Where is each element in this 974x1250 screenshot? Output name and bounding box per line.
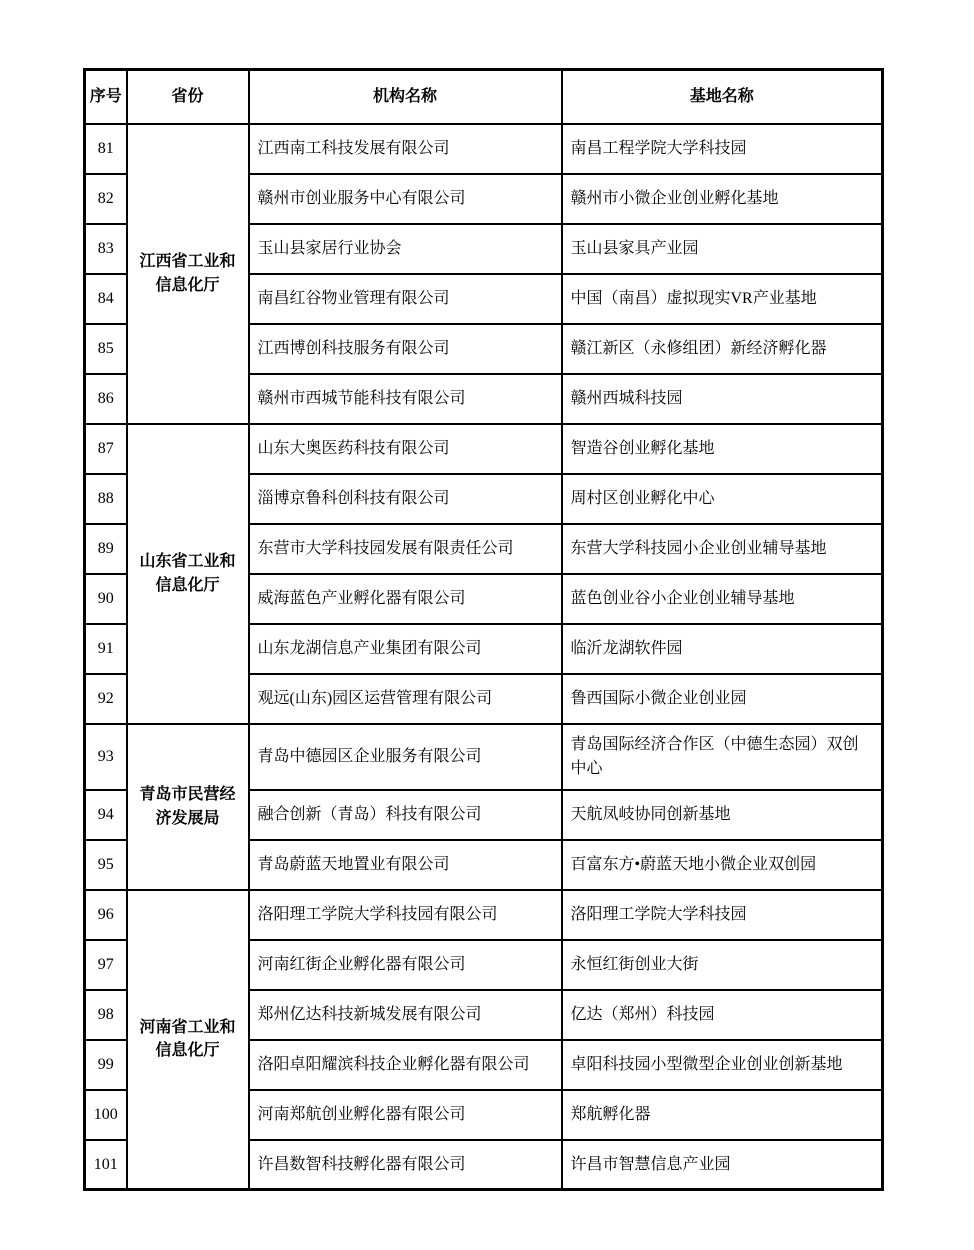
- header-cell-province: 省份: [127, 70, 249, 124]
- org-name-cell: 玉山县家居行业协会: [249, 224, 562, 274]
- row-number-cell: 95: [85, 840, 127, 890]
- header-cell-org: 机构名称: [249, 70, 562, 124]
- base-name-cell: 青岛国际经济合作区（中德生态园）双创中心: [562, 724, 883, 790]
- header-row: [85, 70, 883, 124]
- base-name-cell: 郑航孵化器: [562, 1090, 883, 1140]
- row-number-cell: 89: [85, 524, 127, 574]
- base-name-cell: 洛阳理工学院大学科技园: [562, 890, 883, 940]
- row-number-cell: 97: [85, 940, 127, 990]
- base-name-cell: 永恒红街创业大街: [562, 940, 883, 990]
- row-number-cell: 86: [85, 374, 127, 424]
- row-number-cell: 100: [85, 1090, 127, 1140]
- row-number-cell: 94: [85, 790, 127, 840]
- row-number-cell: 88: [85, 474, 127, 524]
- org-name-cell: 淄博京鲁科创科技有限公司: [249, 474, 562, 524]
- row-number-cell: 99: [85, 1040, 127, 1090]
- org-name-cell: 河南红街企业孵化器有限公司: [249, 940, 562, 990]
- incubator-base-table: [83, 68, 884, 1191]
- org-name-cell: 威海蓝色产业孵化器有限公司: [249, 574, 562, 624]
- row-number-cell: 81: [85, 124, 127, 174]
- org-name-cell: 江西博创科技服务有限公司: [249, 324, 562, 374]
- row-number-cell: 98: [85, 990, 127, 1040]
- base-name-cell: 中国（南昌）虚拟现实VR产业基地: [562, 274, 883, 324]
- base-name-cell: 亿达（郑州）科技园: [562, 990, 883, 1040]
- table-row: [85, 124, 883, 174]
- row-number-cell: 96: [85, 890, 127, 940]
- province-cell: 山东省工业和信息化厅: [127, 424, 249, 724]
- org-name-cell: 赣州市创业服务中心有限公司: [249, 174, 562, 224]
- org-name-cell: 青岛蔚蓝天地置业有限公司: [249, 840, 562, 890]
- province-cell: 河南省工业和信息化厅: [127, 890, 249, 1190]
- row-number-cell: 91: [85, 624, 127, 674]
- base-name-cell: 南昌工程学院大学科技园: [562, 124, 883, 174]
- org-name-cell: 郑州亿达科技新城发展有限公司: [249, 990, 562, 1040]
- row-number-cell: 92: [85, 674, 127, 724]
- org-name-cell: 河南郑航创业孵化器有限公司: [249, 1090, 562, 1140]
- row-number-cell: 90: [85, 574, 127, 624]
- base-name-cell: 智造谷创业孵化基地: [562, 424, 883, 474]
- province-cell: 青岛市民营经济发展局: [127, 724, 249, 890]
- header-cell-no: 序号: [85, 70, 127, 124]
- org-name-cell: 山东大奥医药科技有限公司: [249, 424, 562, 474]
- base-name-cell: 许昌市智慧信息产业园: [562, 1140, 883, 1190]
- base-name-cell: 赣州市小微企业创业孵化基地: [562, 174, 883, 224]
- base-name-cell: 天航凤岐协同创新基地: [562, 790, 883, 840]
- base-name-cell: 东营大学科技园小企业创业辅导基地: [562, 524, 883, 574]
- base-name-cell: 临沂龙湖软件园: [562, 624, 883, 674]
- org-name-cell: 洛阳理工学院大学科技园有限公司: [249, 890, 562, 940]
- province-cell: 江西省工业和信息化厅: [127, 124, 249, 424]
- header-cell-base: 基地名称: [562, 70, 883, 124]
- org-name-cell: 东营市大学科技园发展有限责任公司: [249, 524, 562, 574]
- base-name-cell: 赣州西城科技园: [562, 374, 883, 424]
- base-name-cell: 赣江新区（永修组团）新经济孵化器: [562, 324, 883, 374]
- row-number-cell: 83: [85, 224, 127, 274]
- row-number-cell: 84: [85, 274, 127, 324]
- org-name-cell: 许昌数智科技孵化器有限公司: [249, 1140, 562, 1190]
- base-name-cell: 鲁西国际小微企业创业园: [562, 674, 883, 724]
- row-number-cell: 87: [85, 424, 127, 474]
- row-number-cell: 85: [85, 324, 127, 374]
- org-name-cell: 赣州市西城节能科技有限公司: [249, 374, 562, 424]
- row-number-cell: 93: [85, 724, 127, 790]
- base-name-cell: 周村区创业孵化中心: [562, 474, 883, 524]
- org-name-cell: 融合创新（青岛）科技有限公司: [249, 790, 562, 840]
- org-name-cell: 洛阳卓阳耀滨科技企业孵化器有限公司: [249, 1040, 562, 1090]
- org-name-cell: 江西南工科技发展有限公司: [249, 124, 562, 174]
- row-number-cell: 82: [85, 174, 127, 224]
- table-row: [85, 890, 883, 940]
- table-row: [85, 424, 883, 474]
- base-name-cell: 百富东方•蔚蓝天地小微企业双创园: [562, 840, 883, 890]
- base-name-cell: 蓝色创业谷小企业创业辅导基地: [562, 574, 883, 624]
- org-name-cell: 观远(山东)园区运营管理有限公司: [249, 674, 562, 724]
- table-row: [85, 724, 883, 790]
- org-name-cell: 青岛中德园区企业服务有限公司: [249, 724, 562, 790]
- org-name-cell: 南昌红谷物业管理有限公司: [249, 274, 562, 324]
- org-name-cell: 山东龙湖信息产业集团有限公司: [249, 624, 562, 674]
- row-number-cell: 101: [85, 1140, 127, 1190]
- base-name-cell: 玉山县家具产业园: [562, 224, 883, 274]
- base-name-cell: 卓阳科技园小型微型企业创业创新基地: [562, 1040, 883, 1090]
